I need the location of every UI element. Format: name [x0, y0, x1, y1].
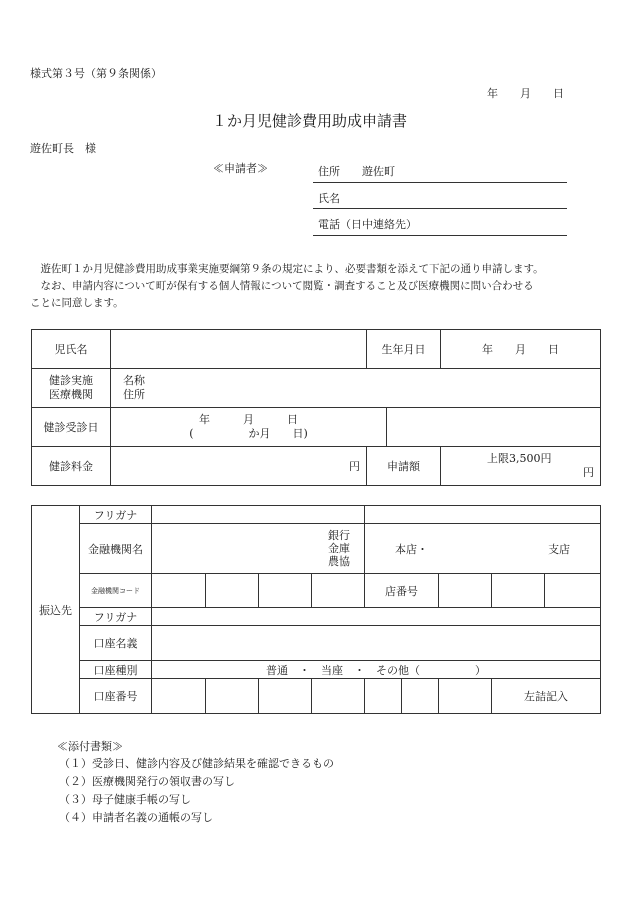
claim-field[interactable]	[441, 447, 601, 486]
branch-label: 支店	[548, 542, 571, 556]
branch-number-label: 店番号	[365, 574, 439, 608]
transfer-label: 振込先	[32, 506, 80, 714]
account-number-box[interactable]	[365, 679, 402, 714]
main-branch-label: 本店・	[395, 542, 428, 556]
furigana-blank	[365, 506, 601, 524]
account-number-box[interactable]	[152, 679, 206, 714]
attachment-item: （２）医療機関発行の領収書の写し	[59, 775, 235, 788]
left-align-note: 左詰記入	[492, 679, 601, 714]
body-text-line1: 遊佐町１か月児健診費用助成事業実施要綱第９条の規定により、必要書類を添えて下記の通り申請します。	[30, 263, 544, 275]
account-holder-field[interactable]	[152, 626, 601, 661]
institution-label	[32, 369, 111, 408]
bank-table	[31, 505, 601, 714]
child-name-field[interactable]	[111, 330, 367, 369]
holder-furigana-field[interactable]	[152, 608, 601, 626]
body-text-line3: ことに同意します。	[30, 297, 124, 309]
bank-name-field[interactable]	[152, 524, 365, 574]
account-number-box[interactable]	[206, 679, 259, 714]
fee-field[interactable]: 円	[111, 447, 367, 486]
exam-date-blank	[387, 408, 601, 447]
claim-yen: 円	[583, 466, 594, 479]
bank-name-label: 金融機関名	[80, 524, 152, 574]
applicant-phone[interactable]: 電話（日中連絡先）	[318, 218, 417, 231]
exam-date-line1: 年 月 日	[199, 413, 298, 426]
application-table	[31, 329, 601, 486]
furigana2-label: フリガナ	[80, 608, 152, 626]
phone-underline	[313, 235, 567, 236]
name-underline	[313, 208, 567, 209]
attachments-title: ≪添付書類≫	[57, 740, 123, 753]
bank-code-box[interactable]	[259, 574, 312, 608]
institution-name-label: 名称	[123, 374, 145, 387]
account-number-box[interactable]	[402, 679, 439, 714]
account-number-box[interactable]	[312, 679, 365, 714]
branch-field[interactable]	[365, 524, 601, 574]
addressee: 遊佐町長 様	[30, 142, 96, 155]
bank-kind: 金庫	[328, 542, 350, 555]
claim-limit: 上限3,500円	[487, 452, 552, 465]
account-number-box[interactable]	[439, 679, 492, 714]
institution-field[interactable]	[111, 369, 601, 408]
bank-code-label: 金融機関コード	[80, 574, 152, 608]
applicant-name[interactable]: 氏名	[318, 192, 340, 205]
institution-label-line2: 医療機関	[49, 388, 93, 401]
bank-code-box[interactable]	[152, 574, 206, 608]
applicant-address[interactable]: 住所 遊佐町	[318, 165, 395, 178]
exam-date-label: 健診受診日	[32, 408, 111, 447]
address-underline	[313, 182, 567, 183]
branch-number-box[interactable]	[545, 574, 601, 608]
applicant-label: ≪申請者≫	[213, 162, 268, 175]
body-text-line2: なお、申請内容について町が保有する個人情報について閲覧・調査すること及び医療機関に問い合わせる	[30, 280, 534, 292]
birth-date-label: 生年月日	[367, 330, 441, 369]
bank-code-box[interactable]	[206, 574, 259, 608]
furigana-label: フリガナ	[80, 506, 152, 524]
page-title: １か月児健診費用助成申請書	[212, 112, 408, 130]
institution-address-label: 住所	[123, 388, 145, 401]
attachment-item: （４）申請者名義の通帳の写し	[59, 811, 213, 824]
fee-label: 健診料金	[32, 447, 111, 486]
form-number: 様式第３号（第９条関係）	[30, 67, 162, 80]
institution-label-line1: 健診実施	[49, 374, 93, 387]
bank-kinds	[328, 529, 350, 568]
birth-date-field[interactable]: 年 月 日	[441, 330, 601, 369]
account-type-label: 口座種別	[80, 661, 152, 679]
bank-kind: 農協	[328, 555, 350, 568]
branch-number-box[interactable]	[492, 574, 545, 608]
account-holder-label: 口座名義	[80, 626, 152, 661]
claim-label: 申請額	[367, 447, 441, 486]
child-name-label: 児氏名	[32, 330, 111, 369]
exam-date-line2: ( か月 日)	[189, 427, 308, 440]
exam-date-field[interactable]	[111, 408, 387, 447]
bank-code-box[interactable]	[312, 574, 365, 608]
date-line: 年 月 日	[487, 87, 564, 100]
branch-number-box[interactable]	[439, 574, 492, 608]
account-number-box[interactable]	[259, 679, 312, 714]
furigana-field[interactable]	[152, 506, 365, 524]
account-type-field[interactable]: 普通 ・ 当座 ・ その他（ ）	[152, 661, 601, 679]
attachment-item: （１）受診日、健診内容及び健診結果を確認できるもの	[59, 757, 334, 770]
account-number-label: 口座番号	[80, 679, 152, 714]
attachment-item: （３）母子健康手帳の写し	[59, 793, 191, 806]
bank-kind: 銀行	[328, 529, 350, 542]
